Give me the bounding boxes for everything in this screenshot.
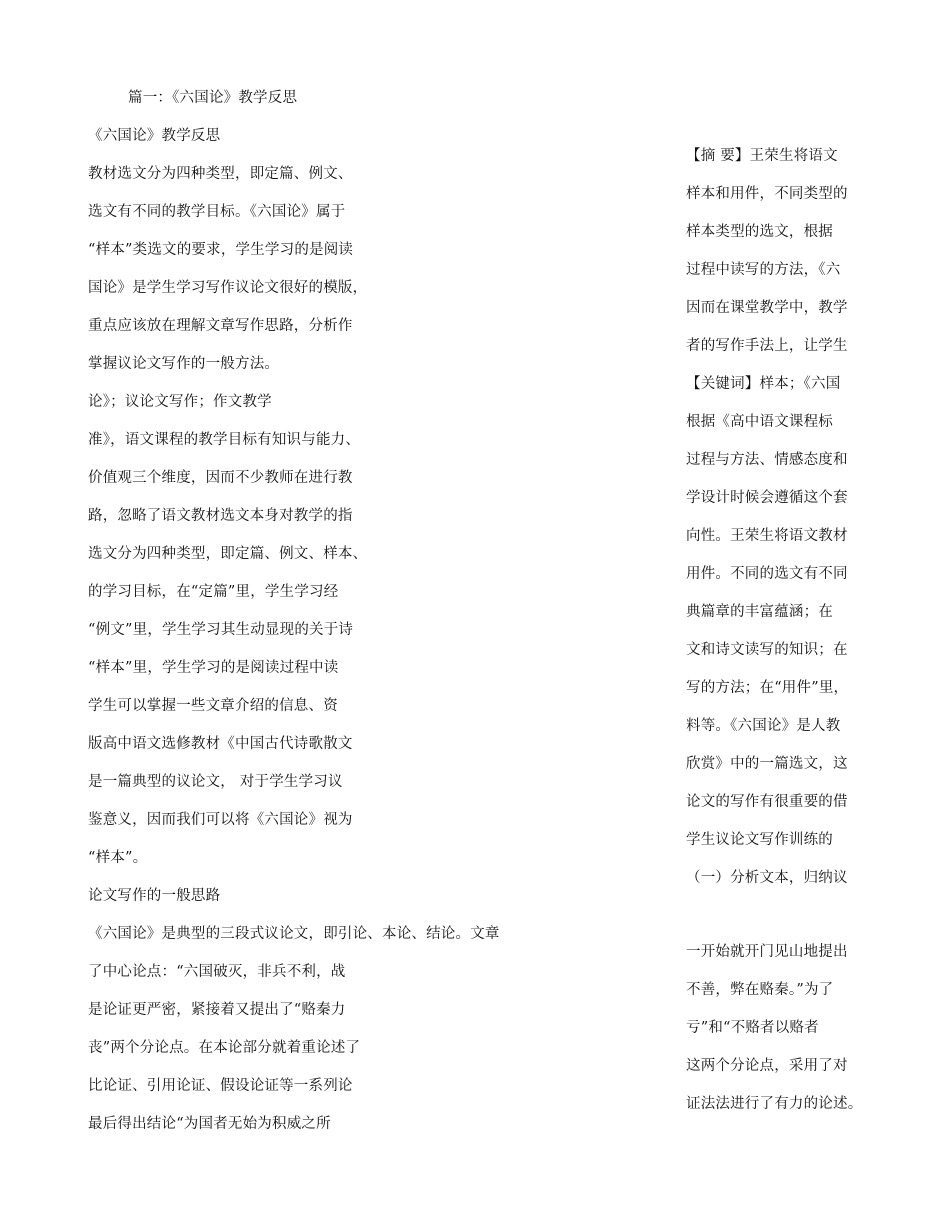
text-line: 版高中语文选修教材《中国古代诗歌散文 (88, 736, 353, 752)
text-line: 学生可以掌握一些文章介绍的信息、资 (88, 698, 338, 714)
text-line: 料等。《六国论》是人教 (686, 718, 841, 734)
text-line: 学设计时候会遵循这个套 (686, 490, 848, 506)
text-line: 用件。不同的选文有不同 (686, 566, 848, 582)
text-line: 证法法进行了有力的论述。 (686, 1096, 863, 1112)
text-line: 丧”两个分论点。在本论部分就着重论述了 (88, 1040, 361, 1056)
text-line: 不善，弊在赂秦。”为了 (686, 982, 834, 998)
text-line: 写的方法；在“用件”里， (686, 680, 849, 696)
text-line: 最后得出结论“为国者无始为积威之所 (88, 1116, 331, 1132)
text-line: 根据《高中语文课程标 (686, 414, 833, 430)
text-line: 路，忽略了语文教材选文本身对教学的指 (88, 508, 353, 524)
text-line: “样本”。 (88, 850, 148, 866)
subsection-heading: 论文写作的一般思路 (88, 888, 221, 904)
text-line: 典篇章的丰富蕴涵；在 (686, 604, 833, 620)
text-line: “例文”里，学生学习其生动显现的关于诗 (88, 622, 354, 638)
text-line: 选文分为四种类型，即定篇、例文、样本、 (88, 546, 368, 562)
text-line: 重点应该放在理解文章写作思路，分析作 (88, 318, 353, 334)
text-line: 样本类型的选文，根据 (686, 224, 833, 240)
text-line: 文和诗文读写的知识；在 (686, 642, 848, 658)
text-line: 论》；议论文写作；作文教学 (88, 394, 272, 410)
text-line: 是一篇典型的议论文， 对于学生学习议 (88, 774, 343, 790)
text-line: 者的写作手法上，让学生 (686, 338, 848, 354)
text-line: 鉴意义，因而我们可以将《六国论》视为 (88, 812, 353, 828)
text-line: 选文有不同的教学目标。《六国论》属于 (88, 204, 346, 220)
section-heading: 篇一：《六国论》教学反思 (128, 90, 298, 106)
text-line: 《六国论》是典型的三段式议论文，即引论、本论、结论。文章 (88, 926, 500, 942)
text-line: 比论证、引用论证、假设论证等一系列论 (88, 1078, 353, 1094)
text-line: 国论》是学生学习写作议论文很好的模版， (88, 280, 368, 296)
text-line: 的学习目标，在“定篇”里，学生学习经 (88, 584, 339, 600)
text-line: （一）分析文本，归纳议 (686, 870, 848, 886)
text-line: 准》，语文课程的教学目标有知识与能力、 (88, 432, 361, 448)
document-title: 《六国论》教学反思 (88, 128, 221, 144)
text-line: 是论证更严密，紧接着又提出了“赂秦力 (88, 1002, 346, 1018)
text-line: 过程中读写的方法，《六 (686, 262, 841, 278)
text-line: 掌握议论文写作的一般方法。 (88, 356, 280, 372)
text-line: 欣赏》中的一篇选文，这 (686, 756, 848, 772)
text-line: 学生议论文写作训练的 (686, 832, 833, 848)
text-line: 向性。王荣生将语文教材 (686, 528, 848, 544)
text-line: 价值观三个维度，因而不少教师在进行教 (88, 470, 353, 486)
text-line: 一开始就开门见山地提出 (686, 944, 848, 960)
text-line: 论文的写作有很重要的借 (686, 794, 848, 810)
text-line: 这两个分论点，采用了对 (686, 1058, 848, 1074)
text-line: 教材选文分为四种类型，即定篇、例文、 (88, 166, 353, 182)
text-line: 因而在课堂教学中，教学 (686, 300, 848, 316)
text-line: “样本”类选文的要求，学生学习的是阅读 (88, 242, 354, 258)
keywords-line: 【关键词】样本；《六国 (686, 376, 841, 392)
text-line: 亏”和“不赂者以赂者 (686, 1020, 819, 1036)
text-line: “样本”里，学生学习的是阅读过程中读 (88, 660, 339, 676)
text-line: 了中心论点：“六国破灭，非兵不利，战 (88, 964, 346, 980)
text-line: 过程与方法、情感态度和 (686, 452, 848, 468)
abstract-line: 【摘 要】王荣生将语文 (686, 148, 838, 164)
text-line: 样本和用件，不同类型的 (686, 186, 848, 202)
